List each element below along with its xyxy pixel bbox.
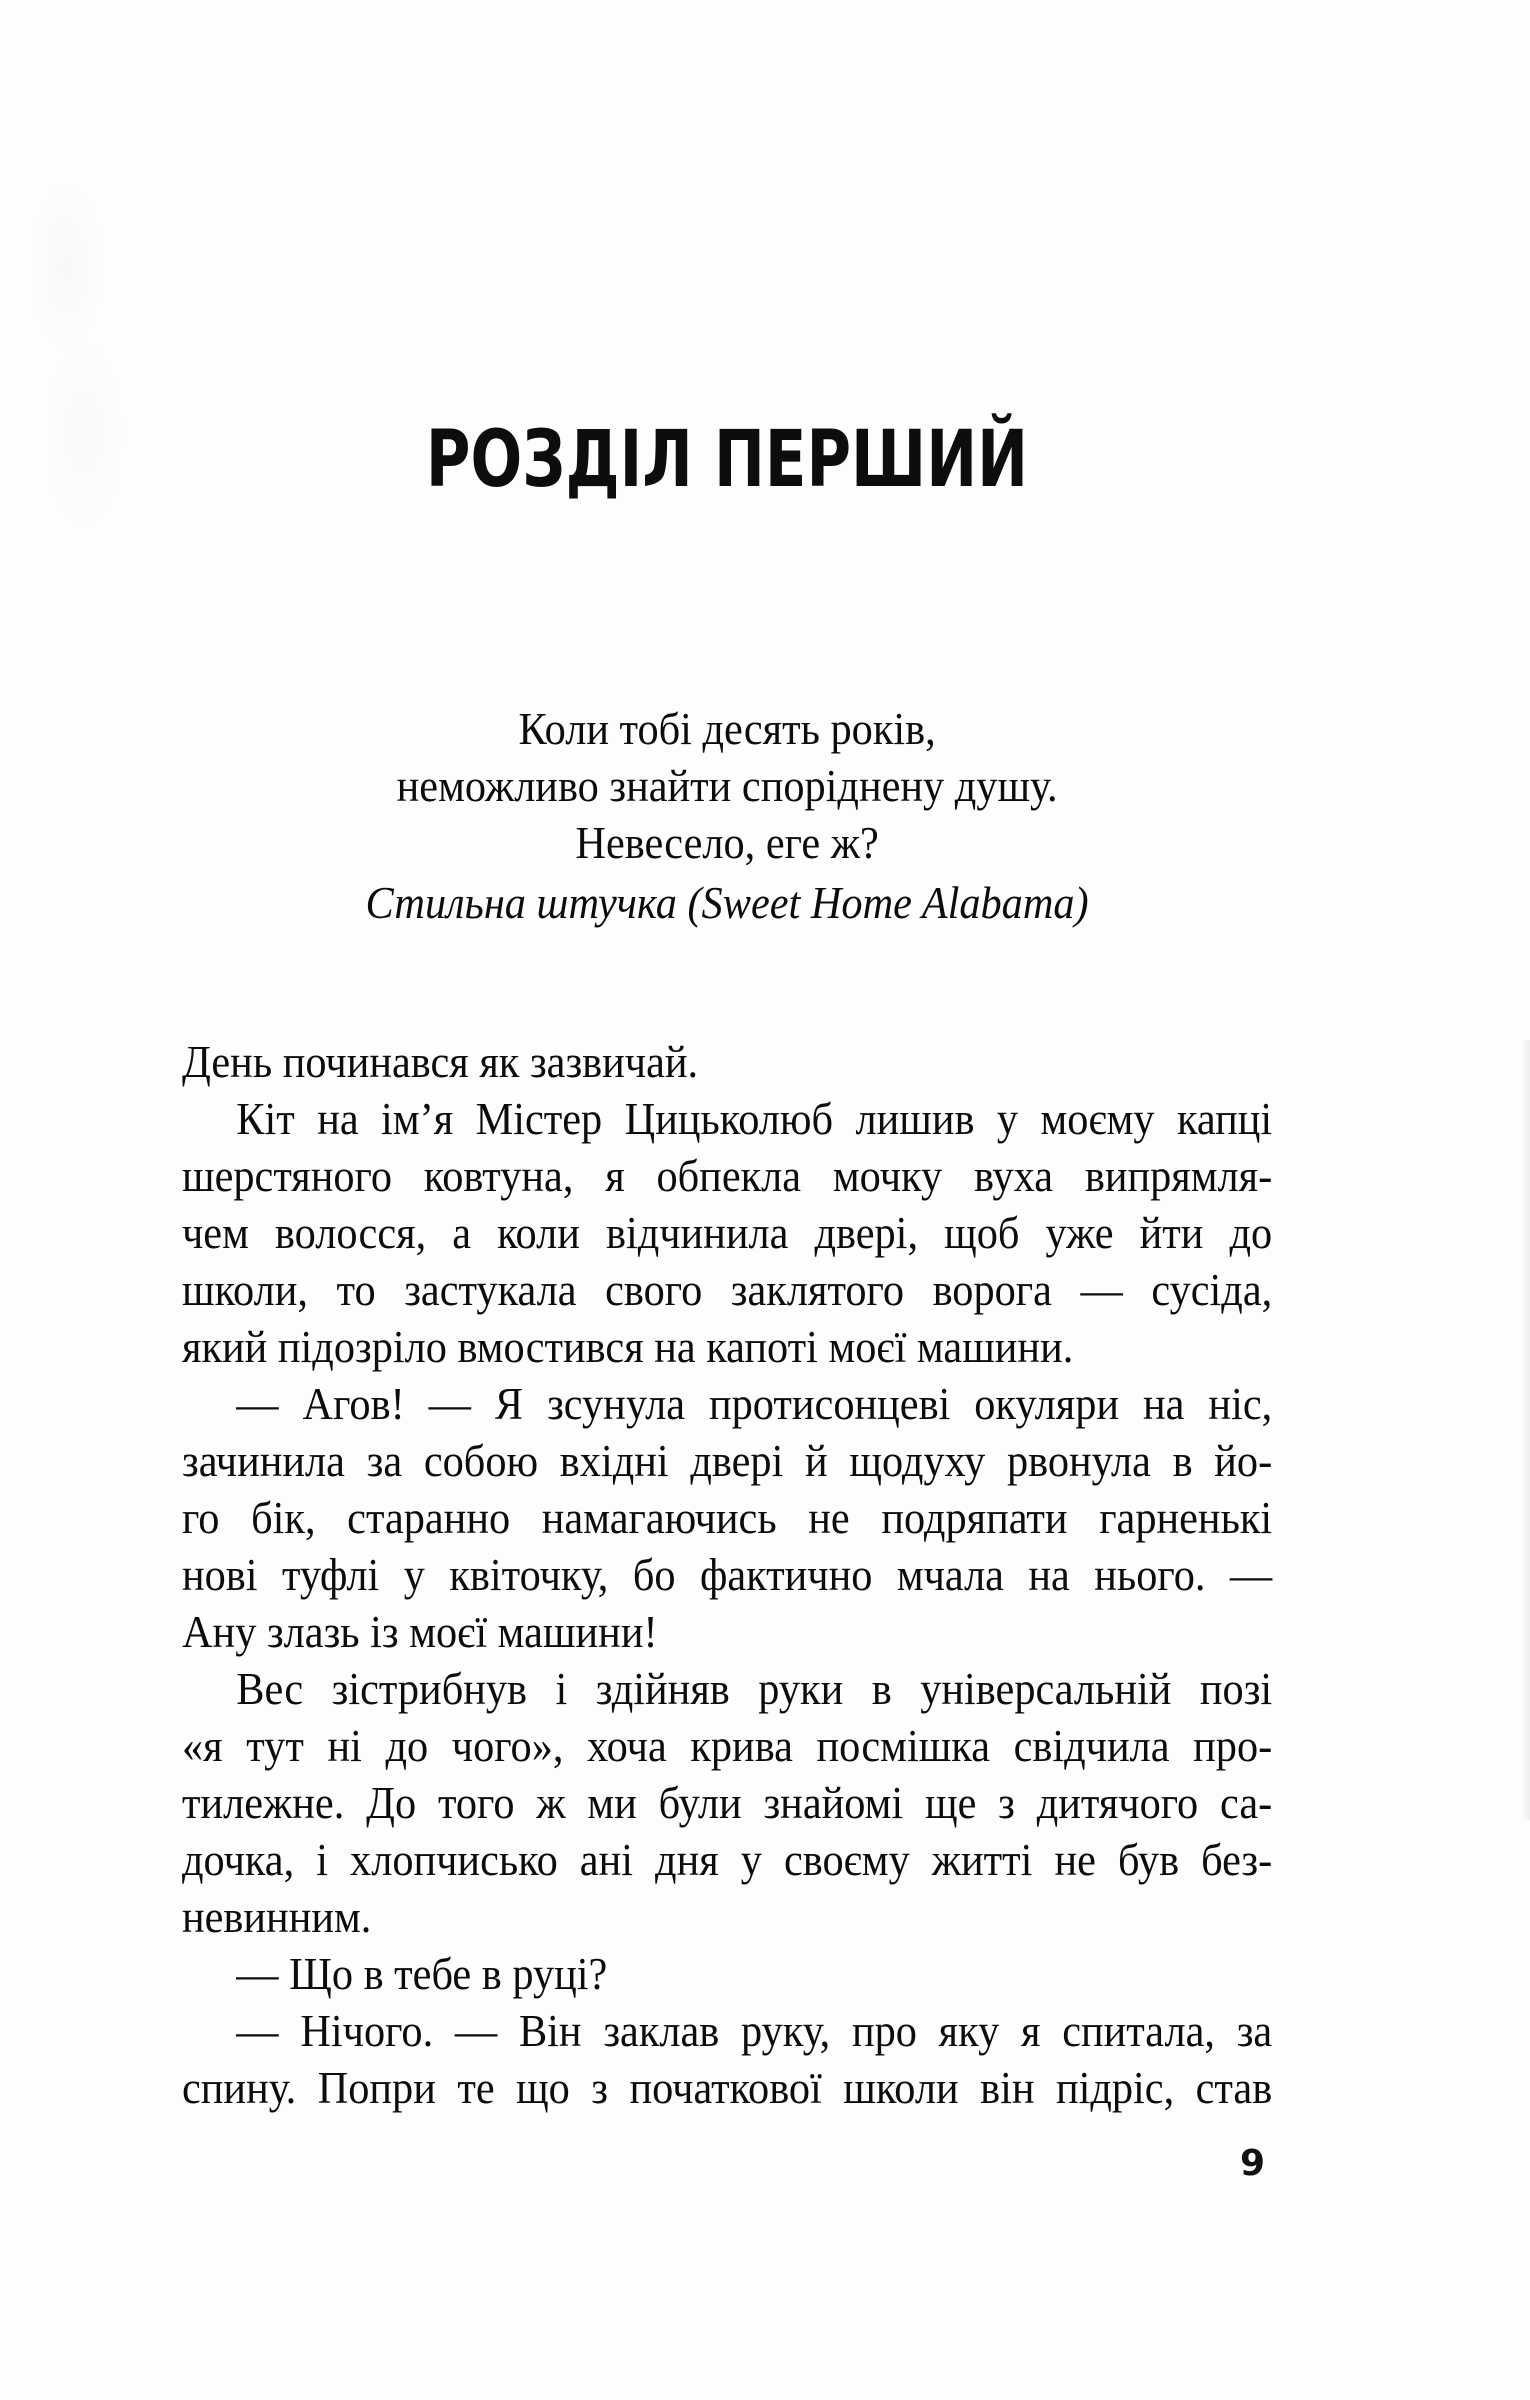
body-line: шерстяного ковтуна, я обпекла мочку вуха випрямля-: [182, 1150, 1273, 1201]
body-line: який підозріло вмостився на капоті моєї машини.: [182, 1321, 1074, 1372]
epigraph-line: неможливо знайти споріднену душу.: [396, 760, 1058, 811]
scan-smudge: [18, 140, 138, 560]
chapter-title: РОЗДІЛ ПЕРШИЙ: [425, 415, 1029, 505]
body-line: го бік, старанно намагаючись не подряпати гарненькі: [182, 1492, 1273, 1543]
body-line: школи, то застукала свого заклятого ворога — сусіда,: [182, 1264, 1273, 1315]
epigraph-attribution: Стильна штучка (Sweet Home Alabama): [365, 877, 1089, 928]
body-line: — Нічого. — Він заклав руку, про яку я спитала, за: [236, 2005, 1273, 2056]
epigraph-line: Невесело, еге ж?: [575, 817, 879, 868]
page-edge-shadow: [1522, 1040, 1530, 1820]
body-line: Ану злазь із моєї машини!: [182, 1606, 658, 1657]
epigraph-line: Коли тобі десять років,: [518, 703, 936, 754]
body-line: спину. Попри те що з початкової школи він підріс, став: [182, 2062, 1273, 2113]
body-line: невинним.: [182, 1891, 372, 1942]
epigraph-lines: [182, 700, 1272, 871]
body-line: чем волосся, а коли відчинила двері, щоб уже йти до: [182, 1207, 1273, 1258]
body-line: «я тут ні до чого», хоча крива посмішка свідчила про-: [182, 1720, 1273, 1771]
epigraph: [182, 700, 1272, 931]
body-line: День починався як зазвичай.: [182, 1036, 699, 1087]
body-text: [182, 1033, 1272, 2116]
body-line: Кіт на ім’я Містер Цицьколюб лишив у моєму капці: [236, 1093, 1273, 1144]
chapter-heading: [182, 415, 1272, 505]
body-line: Вес зістрибнув і здійняв руки в універсальній позі: [236, 1663, 1273, 1714]
body-line: дочка, і хлопчисько ані дня у своєму житті не був без-: [182, 1834, 1273, 1885]
page-number: 9: [1240, 2143, 1266, 2184]
body-line: — Що в тебе в руці?: [236, 1948, 608, 1999]
body-line: — Агов! — Я зсунула протисонцеві окуляри на ніс,: [236, 1378, 1273, 1429]
body-line: нові туфлі у квіточку, бо фактично мчала на нього. —: [182, 1549, 1273, 1600]
body-line: зачинила за собою вхідні двері й щодуху рвонула в йо-: [182, 1435, 1273, 1486]
body-line: тилежне. До того ж ми були знайомі ще з дитячого са-: [182, 1777, 1273, 1828]
